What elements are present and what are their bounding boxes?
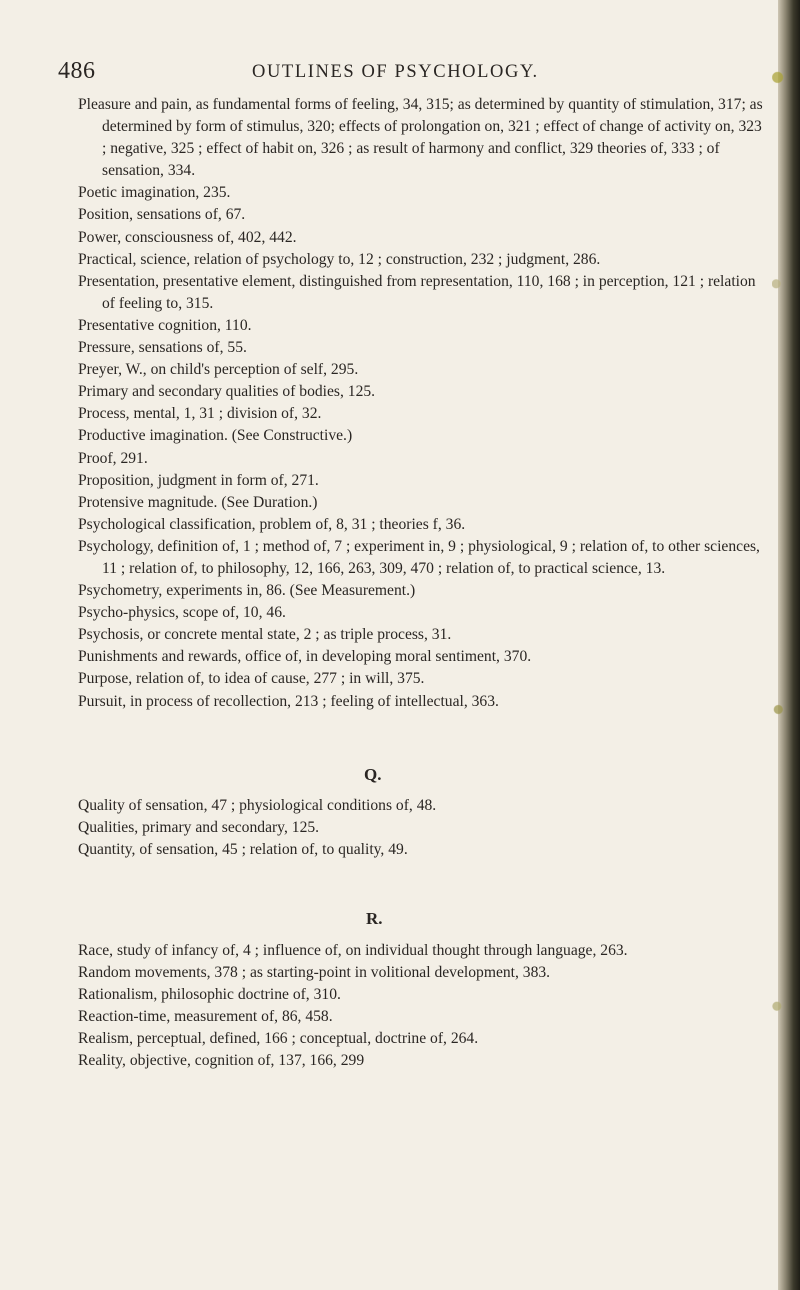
section-letter-q: Q. [364, 765, 382, 784]
index-entry: Quality of sensation, 47 ; physiological conditions of, 48. [78, 797, 437, 814]
index-entry: Psychometry, experiments in, 86. (See Measurement.) [78, 582, 416, 600]
index-entry: Pursuit, in process of recollection, 213 ; feeling of intellectual, 363. [78, 692, 499, 710]
index-entry: Pressure, sensations of, 55. [78, 339, 247, 357]
index-entry: Psycho-physics, scope of, 10, 46. [78, 604, 286, 622]
index-entry: Reality, objective, cognition of, 137, 166, 299 [78, 1052, 365, 1070]
index-entry: Realism, perceptual, defined, 166 ; conceptual, doctrine of, 264. [78, 1030, 479, 1048]
index-entry: Purpose, relation of, to idea of cause, 277 ; in will, 375. [78, 670, 425, 688]
index-entries-p [78, 94, 768, 713]
index-entry: Psychological classification, problem of, 8, 31 ; theories f, 36. [78, 515, 466, 533]
index-entry: Punishments and rewards, office of, in developing moral sentiment, 370. [78, 648, 532, 666]
index-entry: Power, consciousness of, 402, 442. [78, 228, 297, 246]
index-entry: Process, mental, 1, 31 ; division of, 32. [78, 405, 322, 423]
index-entry: Qualities, primary and secondary, 125. [78, 819, 320, 837]
index-entries-q [78, 795, 768, 861]
index-entry: Protensive magnitude. (See Duration.) [78, 493, 318, 511]
index-entry: Primary and secondary qualities of bodies, 125. [78, 383, 376, 401]
index-entry: Race, study of infancy of, 4 ; influence of, on individual thought through language, 263. [78, 942, 628, 959]
index-entry: Psychosis, or concrete mental state, 2 ; as triple process, 31. [78, 626, 452, 644]
index-entries-r [78, 940, 768, 1073]
index-entry: Proposition, judgment in form of, 271. [78, 471, 319, 489]
index-entry: Psychology, definition of, 1 ; method of, 7 ; experiment in, 9 ; physiological, 9 ; relation of, to other sciences, 11 ; relation of, to philosophy, 12, 166, 263, 309, 470 ; relation of, to practical science, 13. [78, 537, 760, 577]
running-head: OUTLINES OF PSYCHOLOGY. [252, 62, 539, 82]
section-letter-r: R. [366, 909, 383, 928]
index-entry: Practical, science, relation of psychology to, 12 ; construction, 232 ; judgment, 286. [78, 250, 601, 268]
index-entry: Preyer, W., on child's perception of self, 295. [78, 361, 359, 379]
index-entry: Productive imagination. (See Constructive.) [78, 427, 353, 445]
index-entry: Pleasure and pain, as fundamental forms of feeling, 34, 315; as determined by quantity of stimulation, 317; as determined by form of stimulus, 320; effects of prolongation on, 321 ; effect of change of activity on, 323 ; negative, 325 ; effect of habit on, 326 ; as result of harmony and conflict, 329 theories of, 333 ; of sensation, 334. [78, 96, 763, 180]
index-entry: Presentation, presentative element, distinguished from representation, 110, 168 ; in perception, 121 ; relation of feeling to, 315. [78, 272, 756, 312]
index-entry: Proof, 291. [78, 449, 148, 467]
page-number: 486 [58, 58, 96, 84]
index-entry: Position, sensations of, 67. [78, 206, 246, 224]
page-header [0, 58, 780, 98]
index-entry: Random movements, 378 ; as starting-point in volitional development, 383. [78, 964, 551, 982]
page-edge-stains [772, 0, 786, 1290]
index-entry: Presentative cognition, 110. [78, 316, 252, 334]
index-entry: Rationalism, philosophic doctrine of, 310. [78, 986, 341, 1004]
index-entry: Quantity, of sensation, 45 ; relation of, to quality, 49. [78, 841, 408, 859]
index-entry: Poetic imagination, 235. [78, 184, 231, 202]
index-entry: Reaction-time, measurement of, 86, 458. [78, 1008, 333, 1026]
